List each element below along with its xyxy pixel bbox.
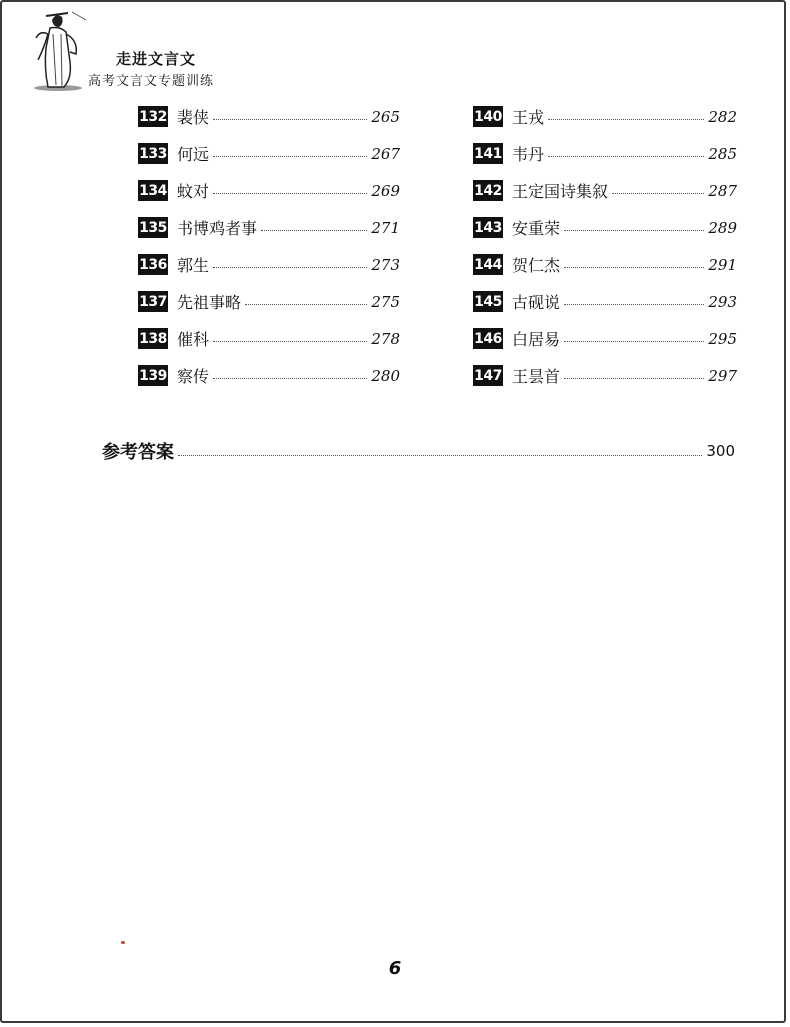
print-speck (121, 941, 125, 944)
dot-leader (564, 341, 704, 342)
dot-leader (213, 156, 367, 157)
dot-leader (261, 230, 367, 231)
entry-page-number: 289 (708, 218, 737, 237)
series-subtitle: 高考文言文专题训练 (88, 74, 215, 89)
entry-title: 古砚说 (512, 293, 561, 312)
entry-number-badge: 146 (473, 328, 503, 349)
entry-number-badge: 147 (473, 365, 503, 386)
toc-entry[interactable] (473, 283, 737, 320)
toc-column-right (473, 98, 737, 394)
toc-column-left (138, 98, 400, 394)
entry-page-number: 297 (708, 366, 737, 385)
entry-number-badge: 138 (138, 328, 168, 349)
page-number: 6 (388, 958, 402, 979)
dot-leader (564, 230, 704, 231)
entry-title: 韦丹 (512, 145, 545, 164)
toc-entry[interactable] (138, 246, 400, 283)
toc-entry[interactable] (473, 357, 737, 394)
entry-title: 何远 (177, 145, 210, 164)
entry-page-number: 282 (708, 107, 737, 126)
toc-entry[interactable] (138, 135, 400, 172)
dot-leader (213, 267, 367, 268)
entry-title: 催科 (177, 330, 210, 349)
toc-entry[interactable] (473, 246, 737, 283)
entry-page-number: 293 (708, 292, 737, 311)
answers-page-number: 300 (706, 442, 735, 460)
toc-entry[interactable] (138, 209, 400, 246)
dot-leader (548, 156, 704, 157)
toc-entry[interactable] (473, 320, 737, 357)
answers-title: 参考答案 (102, 442, 174, 463)
entry-page-number: 285 (708, 144, 737, 163)
toc-entry[interactable] (138, 172, 400, 209)
dot-leader (548, 119, 704, 120)
entry-page-number: 271 (371, 218, 400, 237)
dot-leader (213, 193, 367, 194)
entry-title: 王定国诗集叙 (512, 182, 609, 201)
entry-title: 贺仁杰 (512, 256, 561, 275)
dot-leader (612, 193, 704, 194)
entry-title: 白居易 (512, 330, 561, 349)
dot-leader (213, 119, 367, 120)
entry-title: 安重荣 (512, 219, 561, 238)
entry-number-badge: 133 (138, 143, 168, 164)
entry-page-number: 265 (371, 107, 400, 126)
toc-entry[interactable] (473, 209, 737, 246)
entry-number-badge: 136 (138, 254, 168, 275)
entry-page-number: 275 (371, 292, 400, 311)
entry-title: 王戎 (512, 108, 545, 127)
entry-number-badge: 145 (473, 291, 503, 312)
page-header (26, 8, 286, 94)
dot-leader (564, 378, 704, 379)
entry-page-number: 295 (708, 329, 737, 348)
entry-title: 王昙首 (512, 367, 561, 386)
entry-page-number: 280 (371, 366, 400, 385)
dot-leader (213, 378, 367, 379)
entry-page-number: 291 (708, 255, 737, 274)
toc-entry[interactable] (138, 320, 400, 357)
entry-title: 裴侠 (177, 108, 210, 127)
entry-title: 察传 (177, 367, 210, 386)
entry-number-badge: 143 (473, 217, 503, 238)
entry-number-badge: 140 (473, 106, 503, 127)
entry-number-badge: 134 (138, 180, 168, 201)
entry-number-badge: 132 (138, 106, 168, 127)
entry-number-badge: 144 (473, 254, 503, 275)
toc-entry[interactable] (138, 357, 400, 394)
entry-title: 郭生 (177, 256, 210, 275)
dot-leader (564, 304, 704, 305)
entry-page-number: 267 (371, 144, 400, 163)
entry-number-badge: 142 (473, 180, 503, 201)
entry-title: 先祖事略 (177, 293, 242, 312)
series-title: 走进文言文 (116, 50, 197, 68)
entry-number-badge: 141 (473, 143, 503, 164)
entry-page-number: 287 (708, 181, 737, 200)
entry-number-badge: 139 (138, 365, 168, 386)
dot-leader (245, 304, 367, 305)
entry-number-badge: 137 (138, 291, 168, 312)
entry-number-badge: 135 (138, 217, 168, 238)
toc-entry[interactable] (138, 98, 400, 135)
toc-entry[interactable] (473, 98, 737, 135)
entry-title: 蚊对 (177, 182, 210, 201)
entry-page-number: 273 (371, 255, 400, 274)
toc-entry[interactable] (473, 172, 737, 209)
toc-entry[interactable] (138, 283, 400, 320)
toc-entry[interactable] (473, 135, 737, 172)
entry-page-number: 278 (371, 329, 400, 348)
dot-leader (564, 267, 704, 268)
answers-entry[interactable] (102, 438, 735, 464)
scholar-figure-icon (26, 8, 92, 94)
entry-page-number: 269 (371, 181, 400, 200)
dot-leader (178, 455, 702, 456)
entry-title: 书博鸡者事 (177, 219, 258, 238)
dot-leader (213, 341, 367, 342)
